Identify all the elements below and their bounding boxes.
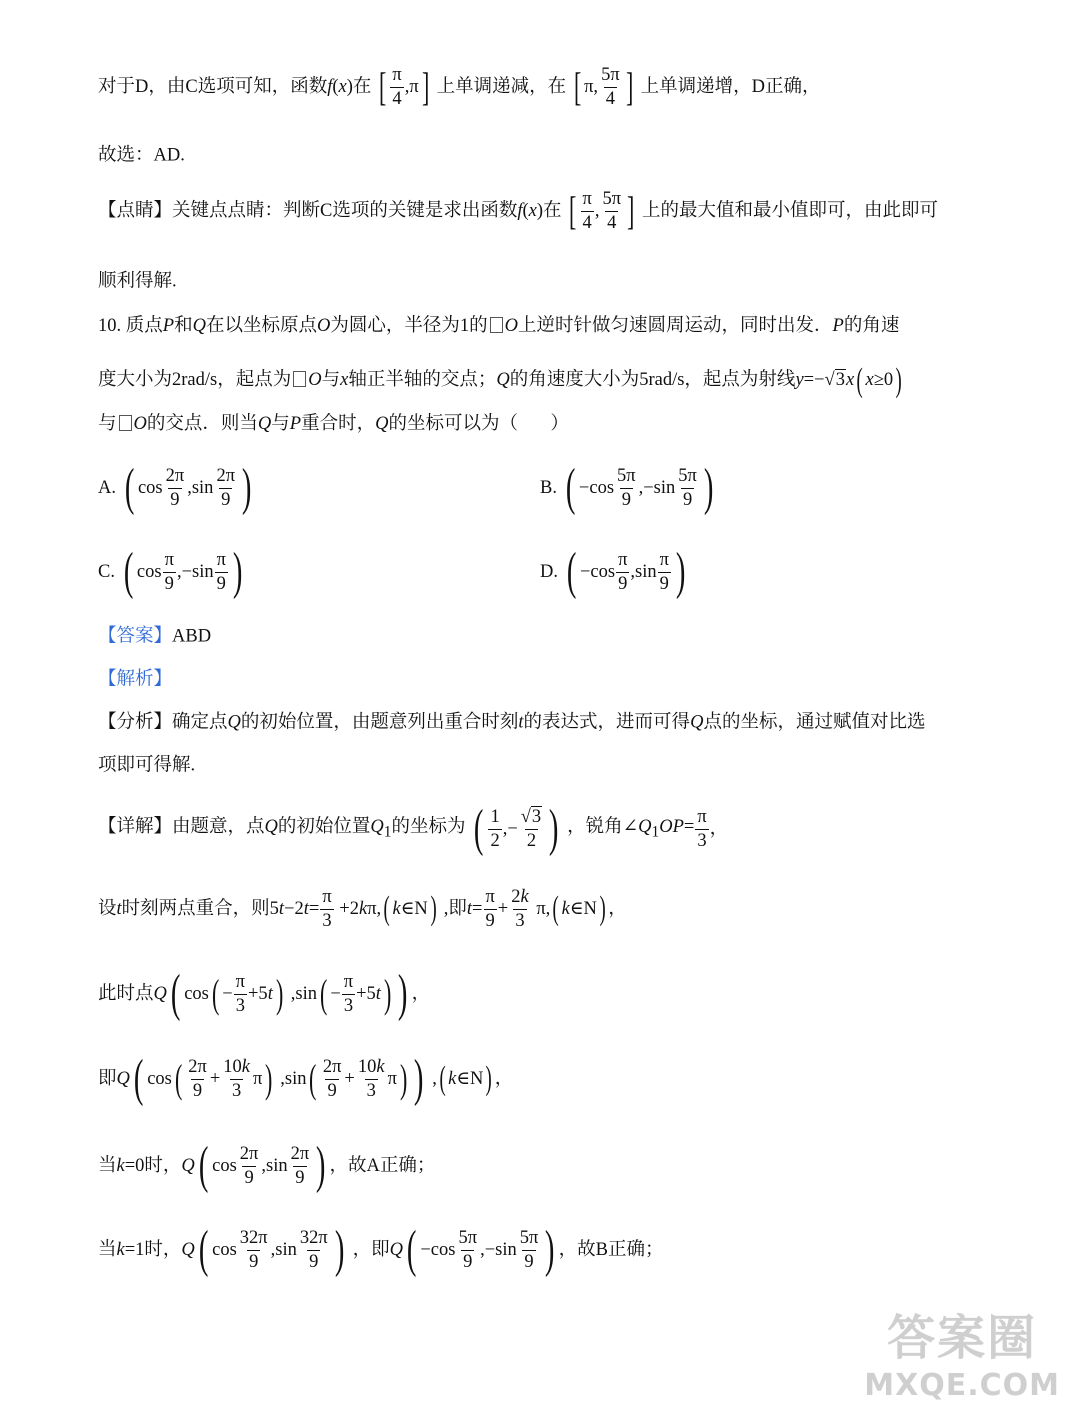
line-xiangjie: 【详解】由题意，点Q的初始位置$Q_1$的坐标为 ( $\frac{1}{2}$ ,− $\frac{√3}{2}$ ) ，锐角$\angle Q_1OP=$ $\frac{\pi}{3}$ ，: [98, 800, 729, 857]
line-step1: 设t时刻两点重合，则5t−2t= $\frac{\pi}{3}$ +2kπ,( k∈N) ,即t= $\frac{\pi}{9}$ + $\frac{2k}{3}$ π,( k∈N) ，: [98, 887, 627, 931]
option-c: C. ( cos $\frac{\pi}{9}$ ,−sin $\frac{\pi}{9}$ ): [98, 543, 243, 600]
watermark-line1: 答案圈: [887, 1310, 1038, 1366]
analysis-label: 【解析】: [98, 669, 173, 690]
line-step2: 此时点Q( cos( − $\frac{\pi}{3}$ +5t) ,sin( − $\frac{\pi}{3}$ +5t) ) ，: [98, 965, 431, 1022]
analysis-line: [98, 670, 172, 689]
line-step3: 即Q( cos( $\frac{2\pi}{9}$ + $\frac{10k}{3}$ π) ,sin( $\frac{2\pi}{9}$ + $\frac{10k}{3}$ π) ) ,( k∈N) ，: [98, 1050, 514, 1107]
line-fenxi-2: 项即可得解.: [98, 755, 196, 776]
option-a: A. ( cos $\frac{2\pi}{9}$ ,sin $\frac{2\pi}{9}$ ): [98, 459, 252, 516]
line-step4: 当k=0时，Q( cos $\frac{2\pi}{9}$ ,sin $\frac{2\pi}{9}$ ) ，故A正确；: [98, 1137, 436, 1194]
line-q10-3: 与 O的交点．则当Q与P重合时，Q的坐标可以为（ ）: [98, 413, 569, 434]
option-b: B. ( −cos $\frac{5\pi}{9}$ ,−sin $\frac{5\pi}{9}$ ): [540, 459, 714, 516]
line-step5: 当k=1时，Q( cos $\frac{32\pi}{9}$ ,sin $\frac{32\pi}{9}$ ) ，即Q( −cos $\frac{5\pi}{9}$ ,−sin $\frac{5\pi}{9}$ ) ，故B正确；: [98, 1221, 664, 1278]
watermark-logo: [864, 1299, 1060, 1403]
option-d: D. ( −cos $\frac{\pi}{9}$ ,sin $\frac{\pi}{9}$ ): [540, 543, 686, 600]
answer-value: ABD: [172, 626, 212, 647]
line-fenxi-1: 【分析】确定点Q的初始位置，由题意列出重合时刻t的表达式，进而可得Q点的坐标，通过赋值对比选: [98, 712, 926, 733]
answer-line: [98, 627, 211, 646]
answer-label: 【答案】: [98, 626, 173, 647]
line-q10-2: 度大小为2rad/s，起点为 O与x轴正半轴的交点；Q的角速度大小为5rad/s，起点为射线y=−√3x( x≥0): [98, 362, 902, 399]
line-dianjing: 【点睛】关键点点睛：判断C选项的关键是求出函数f(x)在 [ $\frac{\pi}{4}$ , $\frac{5\pi}{4}$ ] 上的最大值和最小值即可，由此即可: [98, 188, 939, 233]
watermark-line2: MXQE.COM: [864, 1368, 1060, 1403]
line-q10-1: 10. 质点P和Q在以坐标原点O为圆心，半径为1的 O上逆时针做匀速圆周运动，同时出发．P的角速: [98, 315, 900, 336]
line-dianjing-2: 顺利得解.: [98, 271, 177, 292]
line-choose: 故选：AD.: [98, 145, 185, 166]
line-d-text: 对于D，由C选项可知，函数f(x)在 [ $\frac{\pi}{4}$ ,π] 上单调递减，在 [ π, $\frac{5\pi}{4}$ ] 上单调递增，D正确，: [98, 64, 821, 109]
